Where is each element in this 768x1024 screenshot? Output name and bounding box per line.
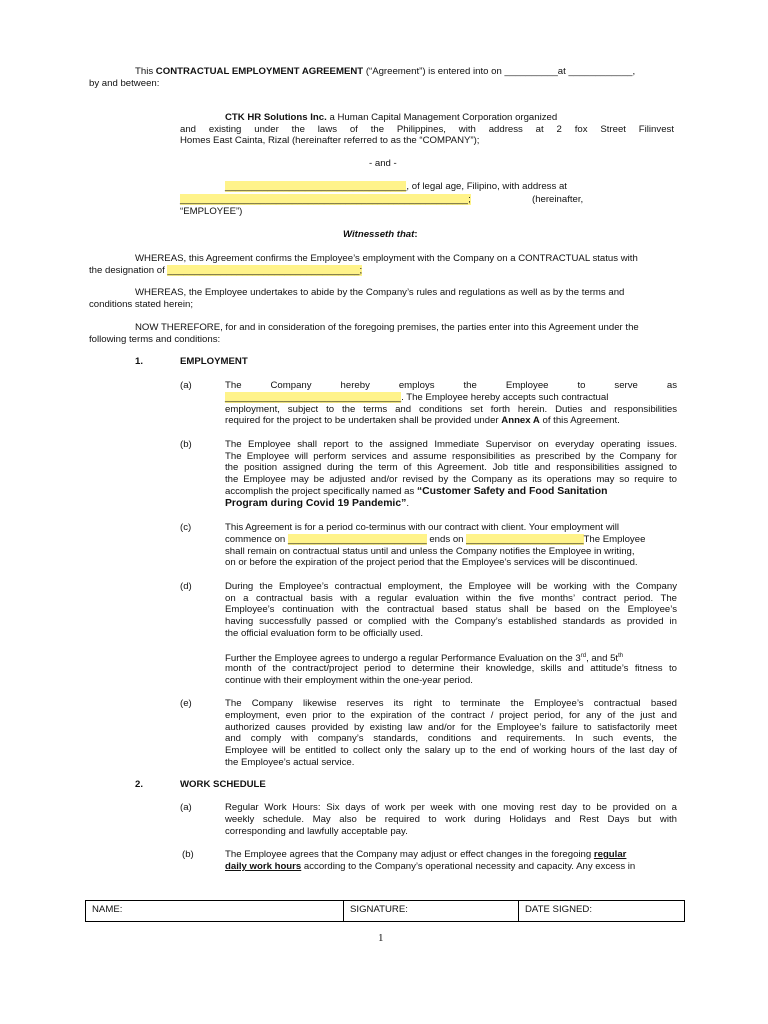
company-name: CTK HR Solutions Inc. xyxy=(225,112,327,123)
clause-label: (d) xyxy=(180,581,192,592)
whereas2-line-1: WHEREAS, the Employee undertakes to abide by the Company’s rules and regulations as well as by the terms and xyxy=(135,287,625,298)
clause-1e-line-4: and comply with company’s standards, conditions and requirements. In such events, the xyxy=(225,733,677,744)
whereas1-line-2 xyxy=(89,265,362,276)
clause-1c-line-3: shall remain on contractual status until and unless the Company notifies the Employee in writing, xyxy=(225,546,635,557)
witnesseth-text: Witnesseth that xyxy=(343,229,415,240)
section1-number: 1. xyxy=(135,356,144,367)
clause-label: (b) xyxy=(180,439,192,450)
clause-text: commence on xyxy=(225,534,286,545)
designation-blank: ____________________________________ xyxy=(167,265,360,276)
nowtherefore-line-2: following terms and conditions: xyxy=(89,334,221,345)
semicolon: ; xyxy=(468,194,471,205)
clause-label: (e) xyxy=(180,698,192,709)
clause-label: (b) xyxy=(182,849,194,860)
name-cell[interactable]: NAME: xyxy=(86,901,344,921)
clause-1c-line-1: This Agreement is for a period co-terminus with our contract with client. Your employment will xyxy=(225,522,620,533)
company-line-1 xyxy=(225,112,557,123)
clause-1d-line-4: having successfully passed or complied with the Company’s established standards as provided in xyxy=(225,616,677,627)
clause-1e-line-6: the Employee’s actual service. xyxy=(225,757,355,768)
intro-line-1 xyxy=(135,66,635,77)
clause-text: accomplish the project specifically named as xyxy=(225,486,415,497)
clause-text: , and 5t xyxy=(586,653,619,664)
clause-1b-line-6 xyxy=(225,498,409,509)
clause-1b-line-4: the Employee may be adjusted and/or revised by the Company as its operations may so require to xyxy=(225,474,677,485)
clause-1d-line-1: During the Employee’s contractual employment, the Employee will be working with the Company xyxy=(225,581,677,592)
clause-label: (a) xyxy=(180,380,192,391)
project-name: “Customer Safety and Food Sanitation xyxy=(416,486,608,497)
whereas2-line-2: conditions stated herein; xyxy=(89,299,193,310)
clause-text: The Employee xyxy=(583,534,646,545)
project-name: Program during Covid 19 Pandemic” xyxy=(225,498,407,509)
clause-1d-line-5: the official evaluation form to be officially used. xyxy=(225,628,424,639)
clause-text: The Employee agrees that the Company may adjust or effect changes in the foregoing xyxy=(225,849,592,860)
company-line-3: Homes East Cainta, Rizal (hereinafter referred to as the “COMPANY”); xyxy=(180,135,480,146)
clause-1e-line-5: Employee will be entitled to collect only the salary up to the end of working hours of the last day of xyxy=(225,745,677,756)
intro-line-2: by and between: xyxy=(89,78,160,89)
clause-label: (c) xyxy=(180,522,192,533)
clause-text: ends on xyxy=(429,534,464,545)
date-signed-cell[interactable]: DATE SIGNED: xyxy=(525,904,592,915)
clause-1c-line-2 xyxy=(225,534,645,545)
intro-text: This xyxy=(135,66,154,77)
employee-line-2 xyxy=(180,194,471,205)
signature-table xyxy=(85,900,685,922)
clause-1b-line-5 xyxy=(225,486,608,497)
employee-text: , of legal age, Filipino, with address at xyxy=(406,181,567,192)
whereas1-line-1: WHEREAS, this Agreement confirms the Employee’s employment with the Company on a CONTRACTUAL status with xyxy=(135,253,638,264)
and-separator: - and - xyxy=(369,158,397,169)
ordinal-suffix: th xyxy=(618,653,624,659)
clause-2a-line-1: Regular Work Hours: Six days of work per week with one moving rest day to be provided on a xyxy=(225,802,677,813)
period: . xyxy=(406,498,409,509)
clause-1a-line-2 xyxy=(225,392,608,403)
nowtherefore-line-1: NOW THEREFORE, for and in consideration of the foregoing premises, the parties enter into this Agreement under the xyxy=(135,322,639,333)
clause-1d-para2-line-2: month of the contract/project period to determine their knowledge, skills and attitude’s fitness to xyxy=(225,663,677,674)
semicolon: ; xyxy=(359,265,363,276)
whereas1-text: the designation of xyxy=(89,265,165,276)
section2-number: 2. xyxy=(135,779,144,790)
clause-1d-line-3: Employee’s continuation with the contractual based status shall be based on the Employee’s xyxy=(225,604,677,615)
employee-line-3: “EMPLOYEE”) xyxy=(180,206,243,217)
clause-2a-line-2: weekly schedule. May also be required to work during Holidays and Rest Days but with xyxy=(225,814,677,825)
witnesseth-heading xyxy=(343,229,418,240)
emphasized-text: regular xyxy=(593,849,627,860)
clause-text: Further the Employee agrees to undergo a regular Performance Evaluation on the 3 xyxy=(225,653,581,664)
clause-1d-para2-line-3: continue with their employment within the one-year period. xyxy=(225,675,473,686)
section1-title: EMPLOYMENT xyxy=(180,356,248,367)
clause-text: required for the project to be undertaken shall be provided under xyxy=(225,415,499,426)
witnesseth-colon: : xyxy=(414,229,418,240)
clause-1e-line-3: authorized causes provided by existing law and/or for the Employee’s failure to satisfactorily meet xyxy=(225,722,677,733)
clause-1a-line-4 xyxy=(225,415,620,426)
employee-address-blank: ______________________________________________________ xyxy=(180,194,469,205)
intro-text: (“Agreement”) is entered into on __________at ____________, xyxy=(365,66,636,77)
agreement-title: CONTRACTUAL EMPLOYMENT AGREEMENT xyxy=(155,66,364,77)
employee-name-blank: __________________________________ xyxy=(225,181,407,192)
clause-2a-line-3: corresponding and lawfully acceptable pay. xyxy=(225,826,408,837)
signature-cell[interactable]: SIGNATURE: xyxy=(344,901,519,921)
clause-1e-line-2: employment, even prior to the expiration of the contract / project period, for any of the just and xyxy=(225,710,677,721)
page-number: 1 xyxy=(378,932,384,944)
annex-reference: Annex A xyxy=(501,415,540,426)
clause-2b-line-2 xyxy=(225,861,635,872)
clause-1d-line-2: on a contractual basis with a regular evaluation within the five months’ contract period. The xyxy=(225,593,677,604)
clause-text: according to the Company’s operational necessity and capacity. Any excess in xyxy=(303,861,636,872)
clause-label: (a) xyxy=(180,802,192,813)
start-date-blank: __________________________ xyxy=(287,534,427,545)
end-date-blank: ______________________ xyxy=(466,534,584,545)
clause-1b-line-3: the position assigned during the term of this Agreement. Job title and responsibilities assigned to xyxy=(225,462,677,473)
emphasized-text: daily work hours xyxy=(225,861,302,872)
clause-1a-line-3: employment, subject to the terms and conditions set forth herein. Duties and responsibilities xyxy=(225,404,677,415)
clause-2b-line-1 xyxy=(225,849,626,860)
clause-1b-line-1: The Employee shall report to the assigned Immediate Supervisor on everyday operating issues. xyxy=(225,439,677,450)
company-text: a Human Capital Management Corporation organized xyxy=(329,112,558,123)
position-blank: _________________________________ xyxy=(225,392,402,403)
section2-title: WORK SCHEDULE xyxy=(180,779,266,790)
company-line-2: and existing under the laws of the Philippines, with address at 2 fox Street Filinvest xyxy=(180,124,674,135)
clause-1a-line-1: The Company hereby employs the Employee to serve as xyxy=(225,380,677,391)
employee-line-1 xyxy=(225,181,567,192)
clause-text: of this Agreement. xyxy=(542,415,620,426)
clause-1c-line-4: on or before the expiration of the project period that the Employee’s services will be discontinued. xyxy=(225,557,638,568)
clause-text: . The Employee hereby accepts such contractual xyxy=(401,392,609,403)
ordinal-suffix: rd xyxy=(580,653,587,659)
clause-1b-line-2: The Employee will perform services and assume responsibilities as prescribed by the Company for xyxy=(225,451,677,462)
hereinafter-text: (hereinafter, xyxy=(532,194,584,205)
clause-1e-line-1: The Company likewise reserves its right to terminate the Employee’s contractual based xyxy=(225,698,677,709)
